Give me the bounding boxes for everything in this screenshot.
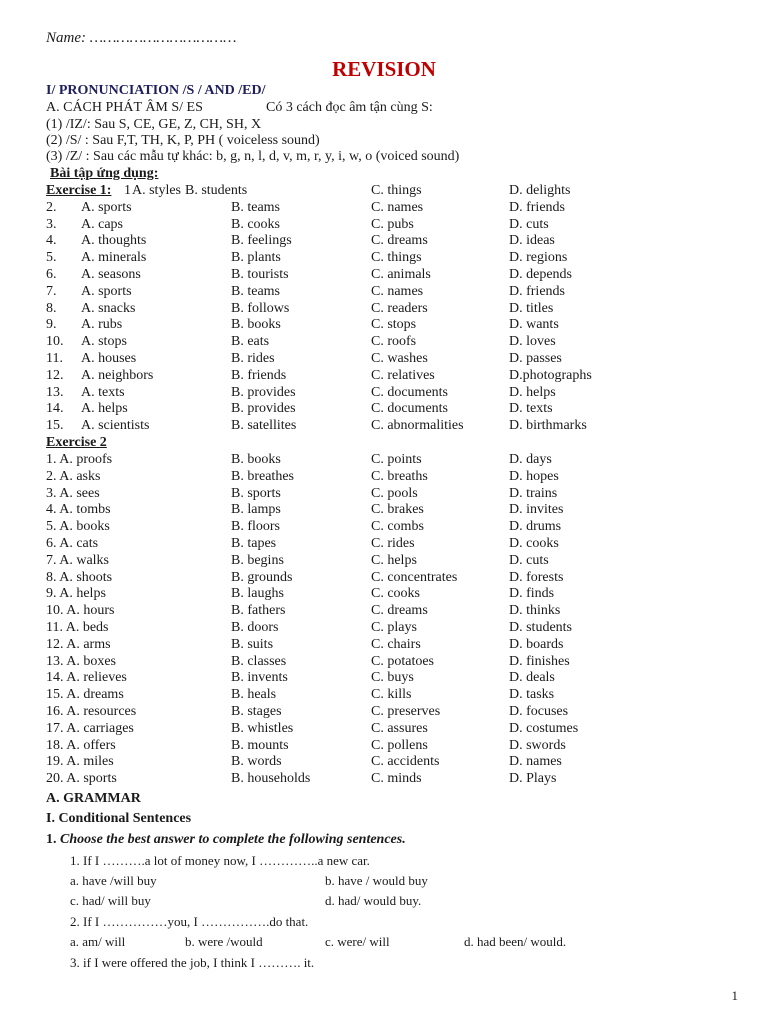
option-d: D. Plays [509,771,557,787]
option-d: D. cuts [509,216,549,232]
option-c: C. readers [371,300,428,316]
option-d: D. tasks [509,687,555,703]
task-number: 1. [46,832,57,847]
option-b: B. books [231,317,281,333]
question-1: 1. If I ……….a lot of money now, I …………..a new car. [70,853,370,868]
option-b: B. floors [231,519,280,535]
q2-option-a: a. am/ will [70,934,126,949]
option-a: A. helps [81,401,128,417]
item-number: 5. [46,250,57,266]
option-d: D. wants [509,317,559,333]
option-c: C. pubs [371,216,414,232]
sub-a-left: A. CÁCH PHÁT ÂM S/ ES [46,100,203,115]
option-a: A. styles [132,183,181,198]
option-b: B. tapes [231,536,277,551]
option-a: A. caps [81,216,123,232]
option-a: A. sports [81,283,132,299]
option-a: 17. A. carriages [46,720,134,736]
option-d: D. trains [509,485,558,501]
option-c: C. buys [371,670,414,686]
option-a: 16. A. resources [46,704,137,719]
item-number: 4. [46,233,57,249]
option-c: C. preserves [371,704,441,719]
option-d: D. days [509,452,552,467]
option-a: 13. A. boxes [46,653,116,669]
option-a: A. seasons [81,267,141,282]
option-a: 4. A. tombs [46,502,111,518]
name-field: Name: …………………………… [46,30,237,46]
option-d: D. loves [509,334,556,350]
item-number: 11. [46,351,63,366]
item-number: 15. [46,418,64,434]
item-number: 3. [46,216,57,232]
option-a: A. houses [81,351,137,366]
option-a: 9. A. helps [46,586,106,602]
option-b: B. follows [231,300,290,316]
option-d: D. cooks [509,536,559,551]
option-c: C. concentrates [371,569,458,585]
option-d: D. students [509,620,572,635]
option-c: C. documents [371,384,448,400]
option-b: B. heals [231,687,277,703]
rule-1: (1) /IZ/: Sau S, CE, GE, Z, CH, SH, X [46,117,262,132]
option-b: B. friends [231,367,287,383]
option-b: B. suits [231,636,274,652]
option-b: B. cooks [231,216,280,232]
practice-label: Bài tập ứng dụng: [50,166,159,181]
option-d: D. costumes [509,720,579,736]
option-c: C. breaths [371,468,428,484]
option-d: D.photographs [509,367,592,383]
rule-2: (2) /S/ : Sau F,T, TH, K, P, PH ( voiceless sound) [46,133,320,148]
option-a: 1. A. proofs [46,452,113,467]
option-a: A. texts [81,384,125,400]
item-number: 13. [46,384,64,400]
item-number: 14. [46,401,64,417]
option-a: A. rubs [81,317,123,333]
option-a: 14. A. relieves [46,670,127,686]
option-c: C. assures [371,720,428,736]
q2-option-d: d. had been/ would. [464,934,567,949]
item-number: 8. [46,300,57,316]
option-a: 18. A. offers [46,737,116,753]
option-c: C. cooks [371,586,420,602]
option-d: D. drums [509,519,562,535]
option-b: B. teams [231,283,280,299]
option-d: D. helps [509,384,556,400]
option-c: C. pollens [371,737,428,753]
option-a: A. neighbors [81,367,154,383]
option-a: 3. A. sees [46,485,100,501]
option-b: B. teams [231,199,280,215]
q1-option-d: d. had/ would buy. [325,893,422,908]
option-a: 12. A. arms [46,636,111,652]
option-d: D. hopes [509,468,559,484]
option-d: D. names [509,754,562,770]
option-d: D. swords [509,737,566,753]
option-d: D. focuses [509,704,569,719]
option-d: D. birthmarks [509,418,587,434]
option-a: 5. A. books [46,519,110,535]
option-d: D. invites [509,502,564,518]
option-d: D. thinks [509,603,561,619]
rule-3: (3) /Z/ : Sau các mẫu tự khác: b, g, n, l, d, v, m, r, y, i, w, o (voiced sound) [46,149,460,164]
option-b: B. doors [231,620,279,635]
option-b: B. plants [231,250,281,266]
item-number: 12. [46,367,64,383]
option-d: D. ideas [509,233,555,249]
option-a: 11. A. beds [46,620,109,635]
option-a: A. stops [81,334,127,350]
item-number: 6. [46,267,57,282]
option-b: B. words [231,754,282,770]
option-a: A. thoughts [81,233,147,249]
option-d: D. passes [509,351,562,366]
option-b: B. households [231,771,311,787]
option-c: C. dreams [371,603,428,619]
option-d: D. deals [509,670,555,686]
option-c: C. potatoes [371,653,434,669]
option-a: A. scientists [81,418,150,434]
option-c: C. kills [371,687,412,703]
option-a: A. snacks [81,300,136,316]
option-b: B. provides [231,384,296,400]
option-b: B. grounds [231,569,293,585]
option-c: C. stops [371,317,417,333]
option-a: 10. A. hours [46,603,115,619]
conditional-heading: I. Conditional Sentences [46,811,192,826]
option-a: 8. A. shoots [46,569,113,585]
option-a: 15. A. dreams [46,687,124,703]
option-b: B. classes [231,653,287,669]
option-c: C. washes [371,351,428,366]
option-c: C. dreams [371,233,428,249]
option-c: C. roofs [371,334,417,350]
option-d: D. titles [509,300,554,316]
option-c: C. minds [371,771,422,787]
task-instruction: Choose the best answer to complete the following sentences. [60,832,406,847]
option-c: C. chairs [371,636,421,652]
item-number: 9. [46,317,57,333]
option-c: C. points [371,452,422,467]
q1-option-c: c. had/ will buy [70,893,151,908]
option-d: D. finds [509,586,555,602]
q1-option-a: a. have /will buy [70,873,157,888]
option-d: D. forests [509,569,564,585]
option-b: B. students [185,183,248,198]
grammar-task [46,832,406,848]
item-number: 1 [124,183,131,198]
option-d: D. finishes [509,653,570,669]
exercise2-label: Exercise 2 [46,435,107,450]
pronunciation-sub-a [46,100,433,116]
option-a: 19. A. miles [46,754,114,770]
option-a: 7. A. walks [46,552,109,568]
option-b: B. invents [231,670,288,686]
option-c: C. abnormalities [371,418,464,434]
option-b: B. lamps [231,502,281,518]
option-d: D. regions [509,250,568,266]
item-number: 10. [46,334,64,350]
option-a: 2. A. asks [46,468,101,484]
option-d: D. depends [509,267,572,282]
option-c: C. helps [371,552,417,568]
page-title: REVISION [332,57,436,81]
option-c: C. brakes [371,502,424,518]
option-b: B. mounts [231,737,289,753]
option-c: C. names [371,199,424,215]
option-b: B. rides [231,351,275,366]
option-c: C. combs [371,519,424,535]
pronunciation-heading: I/ PRONUNCIATION /S / AND /ED/ [46,83,266,98]
option-d: D. boards [509,636,564,652]
option-b: B. breathes [231,468,294,484]
option-b: B. books [231,452,281,467]
option-b: B. begins [231,552,284,568]
option-c: C. relatives [371,367,435,383]
option-c: C. pools [371,485,418,501]
option-b: B. sports [231,485,281,501]
option-d: D. friends [509,199,565,215]
question-3: 3. if I were offered the job, I think I ………. it. [70,955,315,970]
option-b: B. provides [231,401,296,417]
option-a: A. sports [81,199,132,215]
item-number: 7. [46,283,57,299]
option-b: B. feelings [231,233,292,249]
option-c: C. animals [371,267,431,282]
option-d: D. delights [509,183,571,198]
question-2: 2. If I ……………you, I …………….do that. [70,914,309,929]
option-a: A. minerals [81,250,147,266]
option-c: C. rides [371,536,415,551]
option-c: C. things [371,183,422,198]
option-c: C. plays [371,620,417,635]
exercise1-label: Exercise 1: [46,183,112,198]
page-number: 1 [731,988,738,1003]
option-c: C. accidents [371,754,440,770]
grammar-heading: A. GRAMMAR [46,791,141,806]
option-b: B. eats [231,334,270,350]
sub-a-right: Có 3 cách đọc âm tận cùng S: [266,100,433,115]
option-d: D. texts [509,401,553,417]
option-b: B. fathers [231,603,286,619]
option-b: B. stages [231,704,282,719]
q1-option-b: b. have / would buy [325,873,428,888]
q2-option-c: c. were/ will [325,934,390,949]
option-b: B. satellites [231,418,297,434]
option-a: 20. A. sports [46,771,117,787]
option-b: B. laughs [231,586,284,602]
option-a: 6. A. cats [46,536,99,551]
item-number: 2. [46,199,57,215]
option-c: C. documents [371,401,448,417]
option-b: B. whistles [231,720,294,736]
option-c: C. names [371,283,424,299]
q2-option-b: b. were /would [185,934,263,949]
option-d: D. friends [509,283,565,299]
option-d: D. cuts [509,552,549,568]
option-c: C. things [371,250,422,266]
option-b: B. tourists [231,267,289,282]
